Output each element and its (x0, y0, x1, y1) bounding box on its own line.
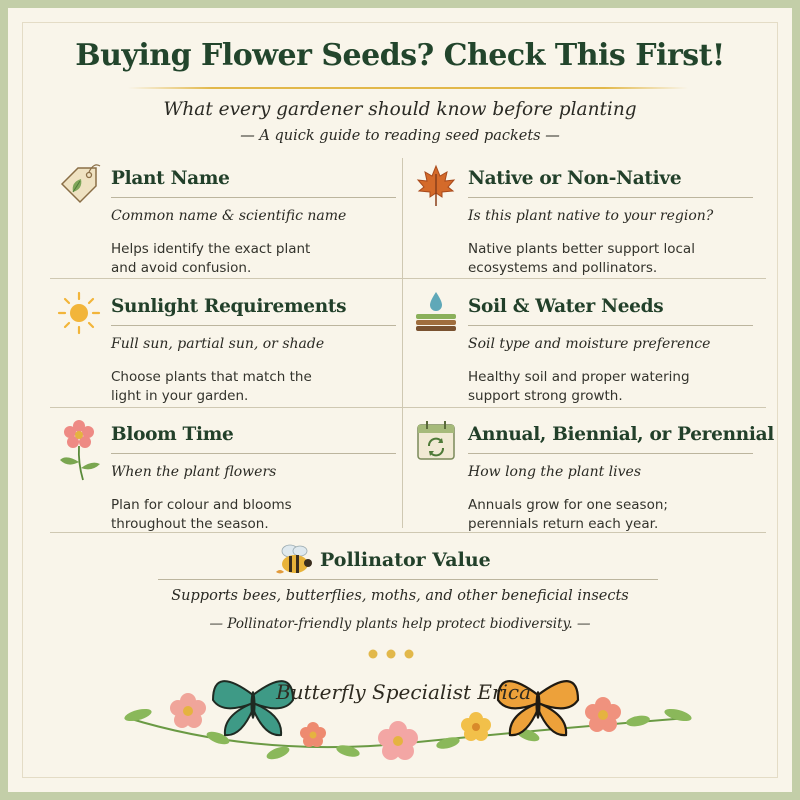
pollinator-title: Pollinator Value (320, 549, 491, 571)
card-subtitle: Soil type and moisture preference (468, 336, 711, 352)
card-body: Helps identify the exact plant and avoid confusion. (111, 241, 311, 276)
grid-divider-row-2 (50, 407, 766, 408)
page-tagline: — A quick guide to reading seed packets — (240, 128, 560, 144)
card-body: Annuals grow for one season; perennials return each year. (468, 497, 668, 532)
card-title: Native or Non-Native (468, 168, 682, 189)
soil-water-icon (413, 290, 459, 336)
card-title: Annual, Biennial, or Perennial (468, 424, 775, 445)
seed-tag-icon (56, 162, 102, 208)
card-subtitle: When the plant flowers (111, 464, 277, 480)
card-rule (468, 453, 753, 454)
divider-dots (367, 648, 451, 660)
card-subtitle: How long the plant lives (468, 464, 641, 480)
pollinator-note: — Pollinator-friendly plants help protect biodiversity. — (209, 616, 591, 632)
calendar-cycle-icon (413, 418, 459, 464)
page-title: Buying Flower Seeds? Check This First! (75, 38, 725, 73)
sun-icon (56, 290, 102, 336)
title-underline (128, 87, 688, 89)
card-rule (468, 197, 753, 198)
grid-divider-row-1 (50, 278, 766, 279)
card-title: Plant Name (111, 168, 230, 189)
pollinator-rule (158, 579, 658, 580)
card-rule (111, 197, 396, 198)
card-body: Choose plants that match the light in your garden. (111, 369, 312, 404)
signature: Butterfly Specialist Erica (276, 680, 532, 704)
pollinator-subtitle: Supports bees, butterflies, moths, and other beneficial insects (171, 588, 629, 604)
card-body: Plan for colour and blooms throughout the season. (111, 497, 292, 532)
card-title: Bloom Time (111, 424, 234, 445)
card-subtitle: Is this plant native to your region? (468, 208, 714, 224)
card-body: Healthy soil and proper watering support strong growth. (468, 369, 690, 404)
card-rule (111, 325, 396, 326)
card-title: Soil & Water Needs (468, 296, 664, 317)
card-subtitle: Common name & scientific name (111, 208, 347, 224)
grid-vertical-divider (402, 158, 403, 528)
page-subtitle: What every gardener should know before planting (163, 99, 637, 120)
flower-icon (56, 418, 102, 484)
card-rule (111, 453, 396, 454)
bee-icon (274, 542, 316, 578)
maple-leaf-icon (413, 162, 459, 208)
card-title: Sunlight Requirements (111, 296, 347, 317)
card-body: Native plants better support local ecosystems and pollinators. (468, 241, 695, 276)
card-subtitle: Full sun, partial sun, or shade (111, 336, 325, 352)
card-rule (468, 325, 753, 326)
